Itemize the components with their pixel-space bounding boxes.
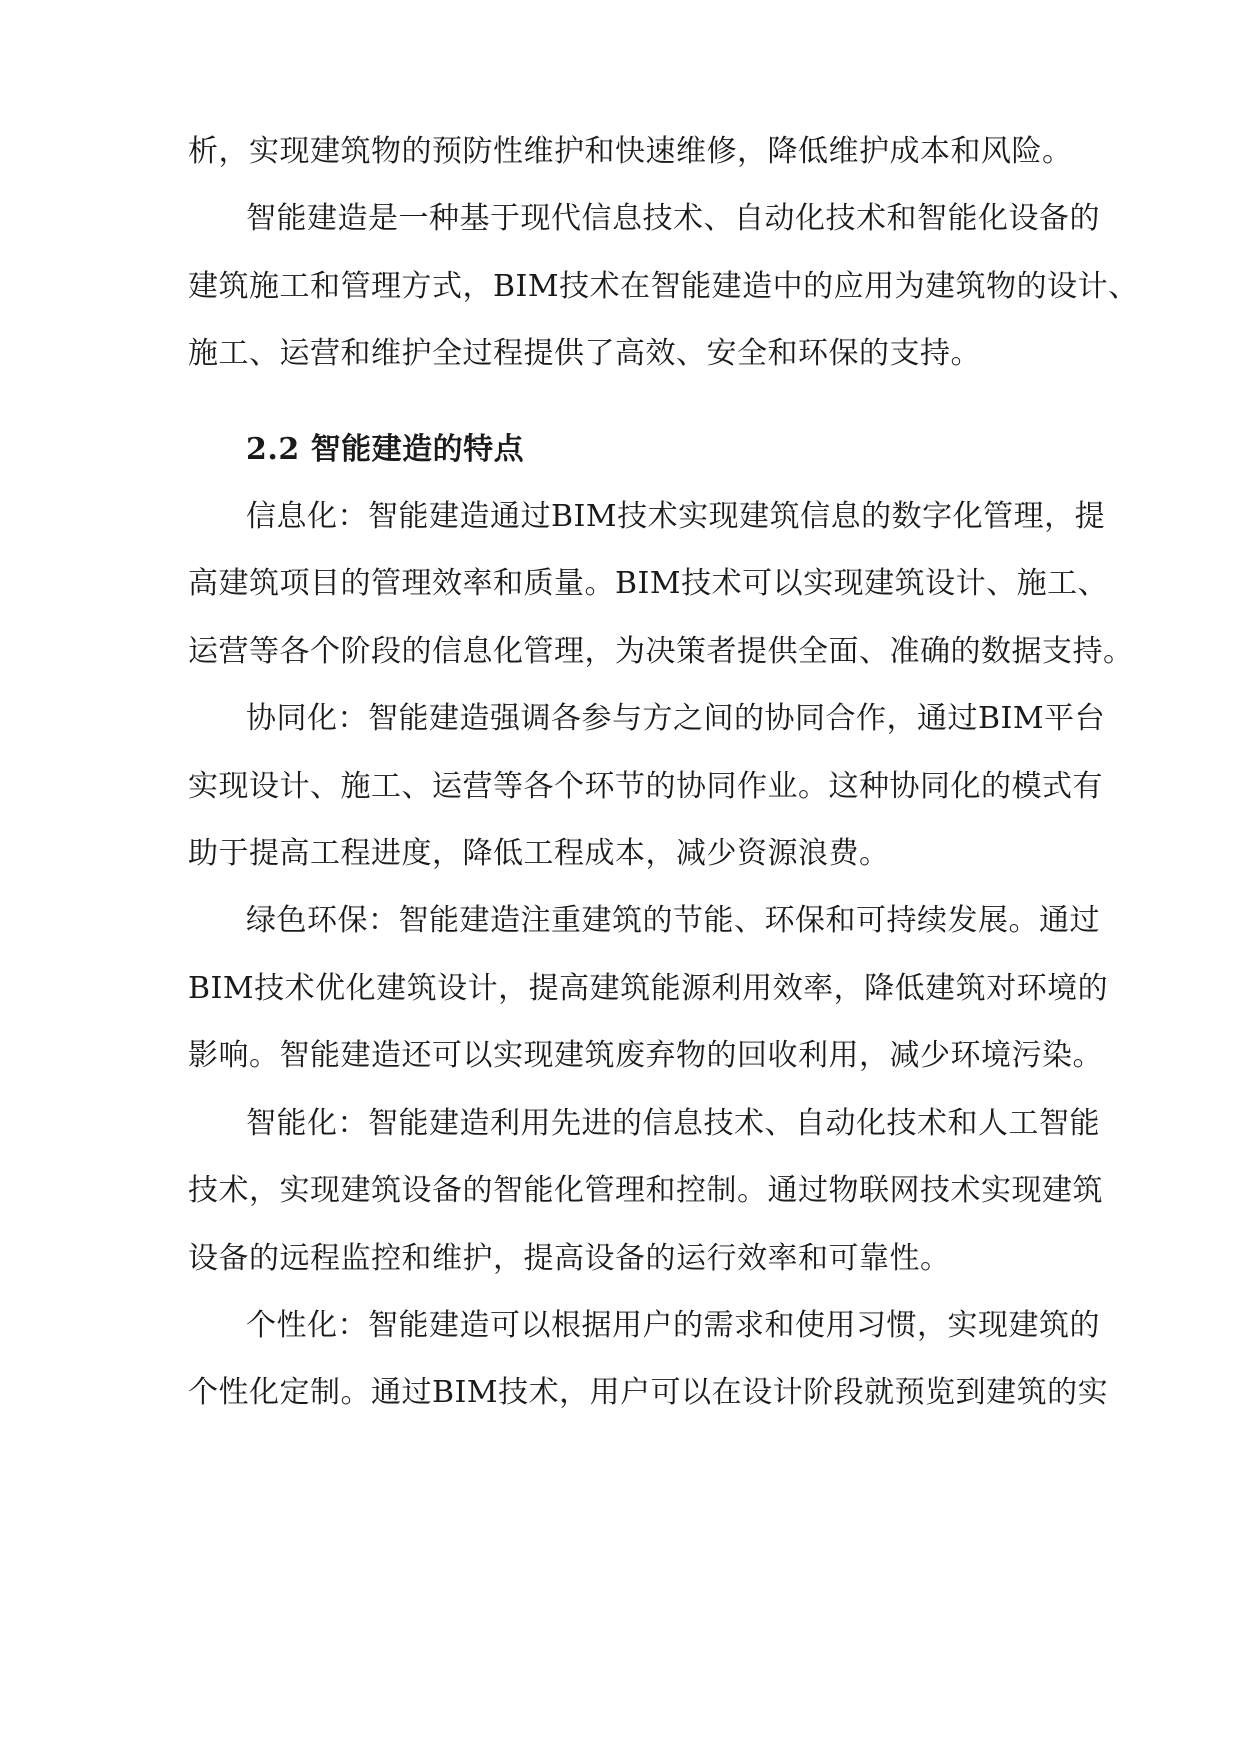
paragraph-line: 施工、运营和维护全过程提供了高效、安全和环保的支持。 — [188, 336, 981, 371]
paragraph-line: 信息化：智能建造通过BIM技术实现建筑信息的数字化管理，提 — [246, 499, 1106, 534]
paragraph-continuation-line: 析，实现建筑物的预防性维护和快速维修，降低维护成本和风险。 — [188, 134, 1073, 169]
paragraph-line: 建筑施工和管理方式，BIM技术在智能建造中的应用为建筑物的设计、 — [188, 269, 1139, 304]
paragraph-line: 技术，实现建筑设备的智能化管理和控制。通过物联网技术实现建筑 — [188, 1173, 1103, 1208]
paragraph-line: 智能化：智能建造利用先进的信息技术、自动化技术和人工智能 — [246, 1106, 1100, 1141]
paragraph-line: 助于提高工程进度，降低工程成本，减少资源浪费。 — [188, 836, 890, 871]
paragraph-line: 个性化定制。通过BIM技术，用户可以在设计阶段就预览到建筑的实 — [188, 1375, 1109, 1410]
paragraph-line: 绿色环保：智能建造注重建筑的节能、环保和可持续发展。通过 — [246, 903, 1100, 938]
paragraph-line: 实现设计、施工、运营等各个环节的协同作业。这种协同化的模式有 — [188, 769, 1103, 804]
paragraph-line: 协同化：智能建造强调各参与方之间的协同合作，通过BIM平台 — [246, 701, 1106, 736]
paragraph-line: BIM技术优化建筑设计，提高建筑能源利用效率，降低建筑对环境的 — [188, 971, 1109, 1006]
paragraph-line: 高建筑项目的管理效率和质量。BIM技术可以实现建筑设计、施工、 — [188, 566, 1109, 601]
paragraph-line: 智能建造是一种基于现代信息技术、自动化技术和智能化设备的 — [246, 201, 1100, 236]
section-heading: 2.2 智能建造的特点 — [246, 432, 525, 467]
paragraph-line: 个性化：智能建造可以根据用户的需求和使用习惯，实现建筑的 — [246, 1308, 1100, 1343]
paragraph-line: 运营等各个阶段的信息化管理，为决策者提供全面、准确的数据支持。 — [188, 634, 1134, 669]
paragraph-line: 设备的远程监控和维护，提高设备的运行效率和可靠性。 — [188, 1241, 951, 1276]
paragraph-line: 影响。智能建造还可以实现建筑废弃物的回收利用，减少环境污染。 — [188, 1038, 1103, 1073]
